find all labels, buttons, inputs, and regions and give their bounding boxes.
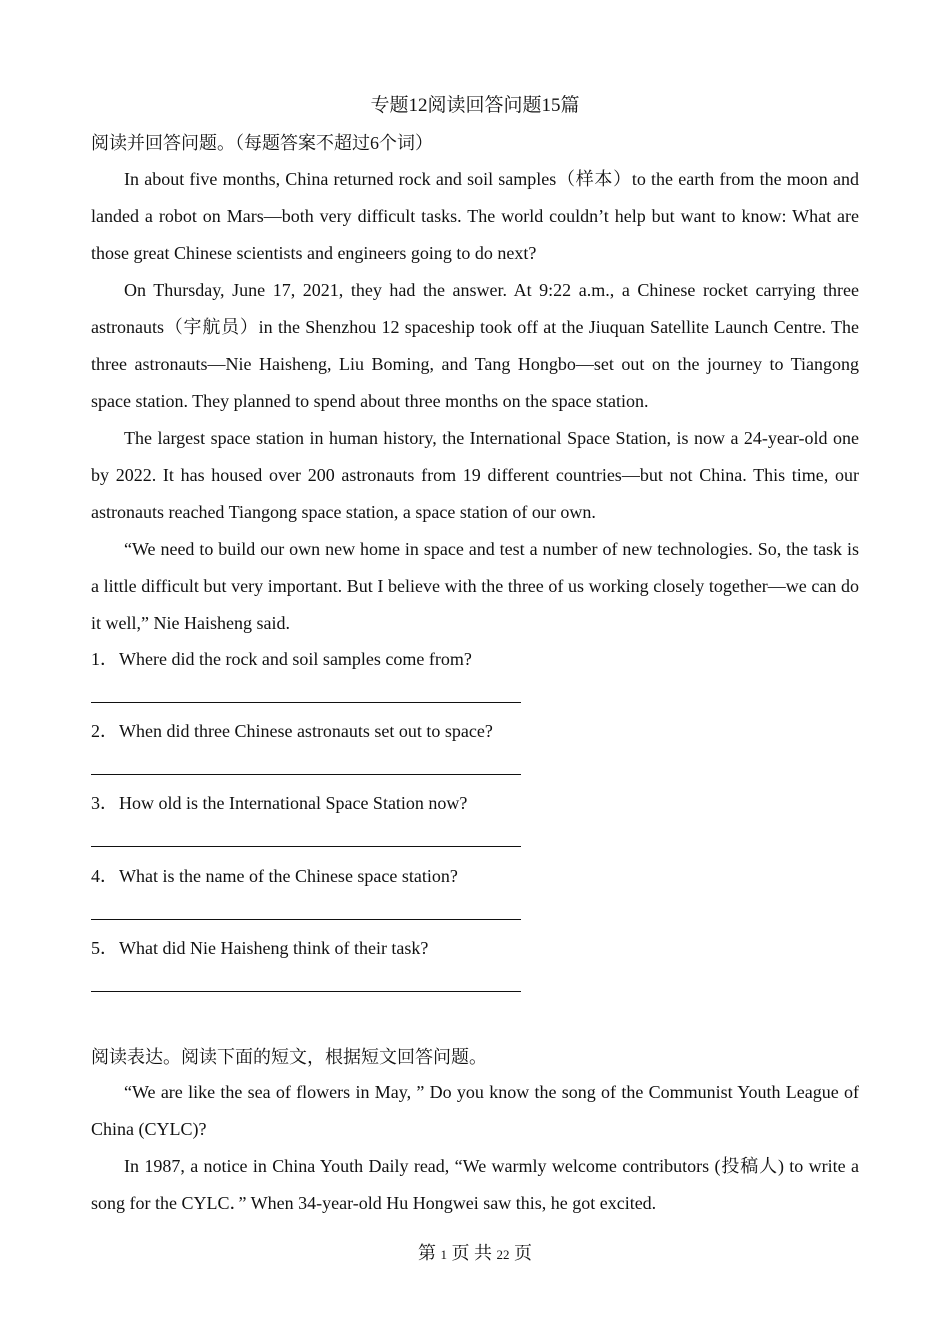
question-text: What did Nie Haisheng think of their task? (119, 938, 429, 958)
footer-prefix: 第 (418, 1243, 436, 1263)
passage-paragraph: In 1987, a notice in China Youth Daily read, “We warmly welcome contributors (投稿人) to write a song for the CYLC．” When 34-year-old Hu Hongwei saw this, he got excited. (91, 1156, 859, 1213)
passage-paragraph: “We need to build our own new home in space and test a number of new technologies. So, the task is a little difficult but very important. But I believe with the three of us working closely together—we can do it well,” Nie Haisheng said. (91, 539, 859, 633)
answer-line-2[interactable] (91, 773, 859, 775)
question-text: When did three Chinese astronauts set out to space? (119, 721, 493, 741)
question-5 (91, 934, 859, 962)
question-2 (91, 717, 859, 745)
passage-paragraph: The largest space station in human history, the International Space Station, is now a 24-year-old one by 2022. It has housed over 200 astronauts from 19 different countries—but not China. This time, our astronauts reached Tiangong space station, a space station of our own. (91, 428, 859, 522)
question-1 (91, 645, 859, 673)
answer-line-1[interactable] (91, 701, 859, 703)
passage-paragraph: “We are like the sea of flowers in May, ” Do you know the song of the Communist Youth League of China (CYLC)? (91, 1082, 859, 1139)
passage-paragraph: In about five months, China returned rock and soil samples（样本）to the earth from the moon and landed a robot on Mars—both very difficult tasks. The world couldn’t help but want to know: What are those great Chinese scientists and engineers going to do next? (91, 169, 859, 263)
section1-passage (91, 161, 859, 642)
question-text: How old is the International Space Station now? (119, 793, 468, 813)
footer-total-pages: 22 (496, 1247, 510, 1262)
question-number: 2． (91, 721, 118, 741)
question-number: 5． (91, 938, 118, 958)
question-number: 1． (91, 649, 118, 669)
section2-passage (91, 1074, 859, 1222)
answer-line-4[interactable] (91, 918, 859, 920)
passage-paragraph: On Thursday, June 17, 2021, they had the answer. At 9:22 a.m., a Chinese rocket carrying three astronauts（宇航员）in the Shenzhou 12 spaceship took off at the Jiuquan Satellite Launch Centre. The three astronauts—Nie Haisheng, Liu Boming, and Tang Hongbo—set out on the journey to Tiangong space station. They planned to spend about three months on the space station. (91, 280, 859, 411)
answer-line-3[interactable] (91, 845, 859, 847)
section2-instruction: 阅读表达。阅读下面的短文，根据短文回答问题。 (91, 1047, 487, 1067)
document-title: 专题12阅读回答问题15篇 (370, 95, 580, 116)
question-3 (91, 789, 859, 817)
question-4 (91, 862, 859, 890)
question-number: 4． (91, 866, 118, 886)
answer-line-5[interactable] (91, 990, 859, 992)
question-number: 3． (91, 793, 118, 813)
question-text: Where did the rock and soil samples come from? (119, 649, 472, 669)
question-text: What is the name of the Chinese space station? (119, 866, 458, 886)
footer-mid: 页 共 (451, 1243, 492, 1263)
footer-page-number: 1 (440, 1247, 447, 1262)
section1-instruction: 阅读并回答问题。（每题答案不超过6个词） (91, 133, 433, 153)
footer-suffix: 页 (514, 1243, 532, 1263)
page-footer (0, 1240, 950, 1268)
